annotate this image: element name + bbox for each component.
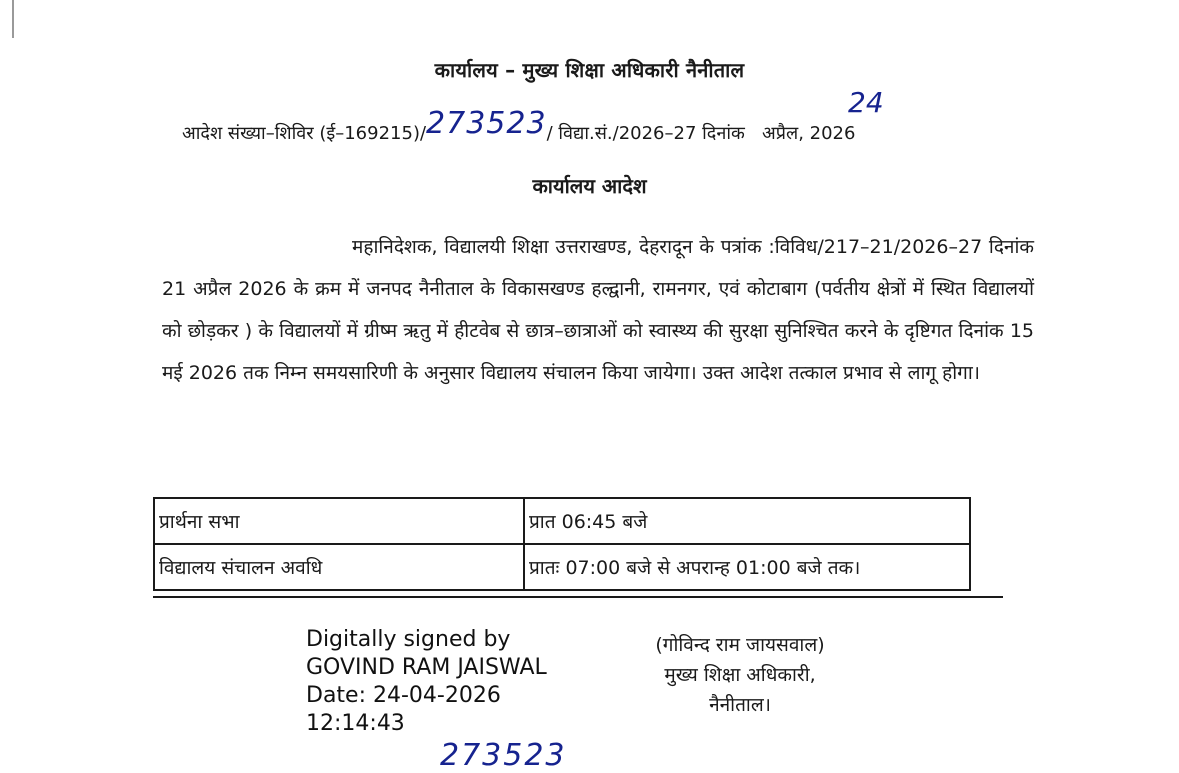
schedule-value: प्रातः 07:00 बजे से अपरान्ह 01:00 बजे तक। — [524, 544, 970, 590]
signature-line: Digitally signed by — [306, 627, 511, 652]
table-bottom-rule — [153, 596, 1003, 598]
signature-line: GOVIND RAM JAISWAL — [306, 655, 547, 680]
order-number-prefix: आदेश संख्या–शिविर (ई–169215)/ — [182, 123, 427, 144]
digital-signature-block — [306, 626, 547, 738]
signature-line: 12:14:43 — [306, 711, 405, 736]
schedule-table — [153, 497, 971, 591]
order-number-suffix: / विद्या.सं./2026–27 दिनांक — [546, 123, 745, 144]
order-body-paragraph: महानिदेशक, विद्यालयी शिक्षा उत्तराखण्ड, देहरादून के पत्रांक :विविध/217–21/2026–27 दिनांक 21 अप्रैल 2026 के क्रम में जनपद नैनीताल के विकासखण्ड हल्द्वानी, रामनगर, एवं कोटाबाग (पर्वतीय क्षेत्रों में स्थित विद्यालयों को छोड़कर ) के विद्यालयों में ग्रीष्म ऋतु में हीटवेब से छात्र–छात्राओं को स्वास्थ्य की सुरक्षा सुनिश्चित करने के दृष्टिगत दिनांक 15 मई 2026 तक निम्न समयसारिणी के अनुसार विद्यालय संचालन किया जायेगा। उक्त आदेश तत्काल प्रभाव से लागू होगा। — [162, 236, 1034, 384]
order-month-year: अप्रैल, 2026 — [762, 123, 856, 144]
table-row — [154, 544, 970, 590]
schedule-label: प्रार्थना सभा — [154, 498, 524, 544]
bottom-handwritten-number: 273523 — [440, 738, 567, 773]
signatory-place: नैनीताल। — [709, 694, 771, 716]
order-heading: कार्यालय आदेश — [532, 174, 647, 198]
signatory-name: (गोविन्द राम जायसवाल) — [655, 634, 825, 656]
signatory-designation: मुख्य शिक्षा अधिकारी, — [664, 664, 816, 686]
office-title: कार्यालय – मुख्य शिक्षा अधिकारी नैनीताल — [434, 58, 745, 82]
handwritten-day: 24 — [848, 86, 884, 119]
scan-edge-mark — [12, 0, 14, 38]
signature-line: Date: 24-04-2026 — [306, 683, 501, 708]
signatory-block — [620, 630, 860, 720]
handwritten-order-number: 273523 — [426, 106, 547, 141]
schedule-value: प्रात 06:45 बजे — [524, 498, 970, 544]
order-number-line — [182, 106, 856, 147]
table-row — [154, 498, 970, 544]
schedule-label: विद्यालय संचालन अवधि — [154, 544, 524, 590]
